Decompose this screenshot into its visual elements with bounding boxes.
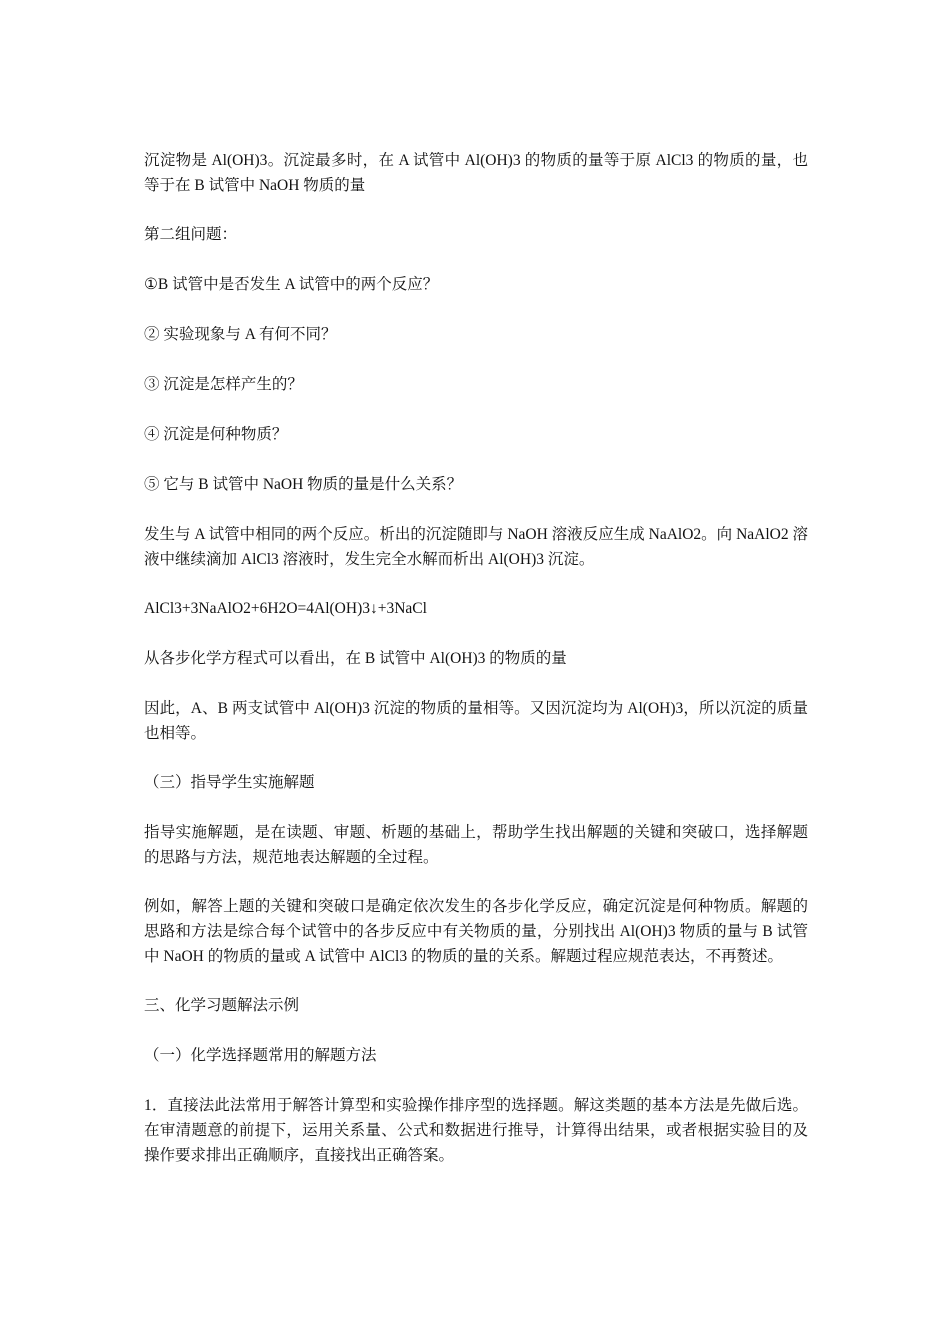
paragraph-example: 例如，解答上题的关键和突破口是确定依次发生的各步化学反应，确定沉淀是何种物质。解题的思路和方法是综合每个试管中的各步反应中有关物质的量，分别找出 Al(OH)3 物质的量与 B 试管中 NaOH 的物质的量或 A 试管中 AlCl3 的物质的量的关系。解题过程应规范表达，不再赘述。 [144,898,808,965]
paragraph-conclusion: 因此，A、B 两支试管中 Al(OH)3 沉淀的物质的量相等。又因沉淀均为 Al(OH)3，所以沉淀的质量也相等。 [144,700,808,742]
question-3: ③ 沉淀是怎样产生的？ [144,376,303,393]
question-5: ⑤ 它与 B 试管中 NaOH 物质的量是什么关系？ [144,476,463,493]
heading-choice-methods: （一）化学选择题常用的解题方法 [144,1047,377,1064]
paragraph-from-equations: 从各步化学方程式可以看出，在 B 试管中 Al(OH)3 的物质的量 [144,650,567,667]
paragraph-direct-method: 1．直接法此法常用于解答计算型和实验操作排序型的选择题。解这类题的基本方法是先做后选。在审清题意的前提下，运用关系量、公式和数据进行推导，计算得出结果，或者根据实验目的及操作要求排出正确顺序，直接找出正确答案。 [144,1097,808,1164]
paragraph-reaction-explanation: 发生与 A 试管中相同的两个反应。析出的沉淀随即与 NaOH 溶液反应生成 NaAlO2。向 NaAlO2 溶液中继续滴加 AlCl3 溶液时，发生完全水解而析出 Al(OH)3 沉淀。 [144,526,808,568]
paragraph-guide-solving: 指导实施解题，是在读题、审题、析题的基础上，帮助学生找出解题的关键和突破口，选择解题的思路与方法，规范地表达解题的全过程。 [144,824,808,866]
heading-guide-students: （三）指导学生实施解题 [144,774,315,791]
paragraph-precipitate-max: 沉淀物是 Al(OH)3。沉淀最多时，在 A 试管中 Al(OH)3 的物质的量等于原 AlCl3 的物质的量，也等于在 B 试管中 NaOH 物质的量 [144,152,808,194]
chemical-equation: AlCl3+3NaAlO2+6H2O=4Al(OH)3↓+3NaCl [144,600,427,617]
heading-second-group-questions: 第二组问题： [144,226,238,243]
question-4: ④ 沉淀是何种物质？ [144,426,288,443]
heading-section-three: 三、化学习题解法示例 [144,997,300,1014]
question-1: ①B 试管中是否发生 A 试管中的两个反应？ [144,276,439,293]
document-body [144,148,808,1192]
question-2: ② 实验现象与 A 有何不同？ [144,326,337,343]
